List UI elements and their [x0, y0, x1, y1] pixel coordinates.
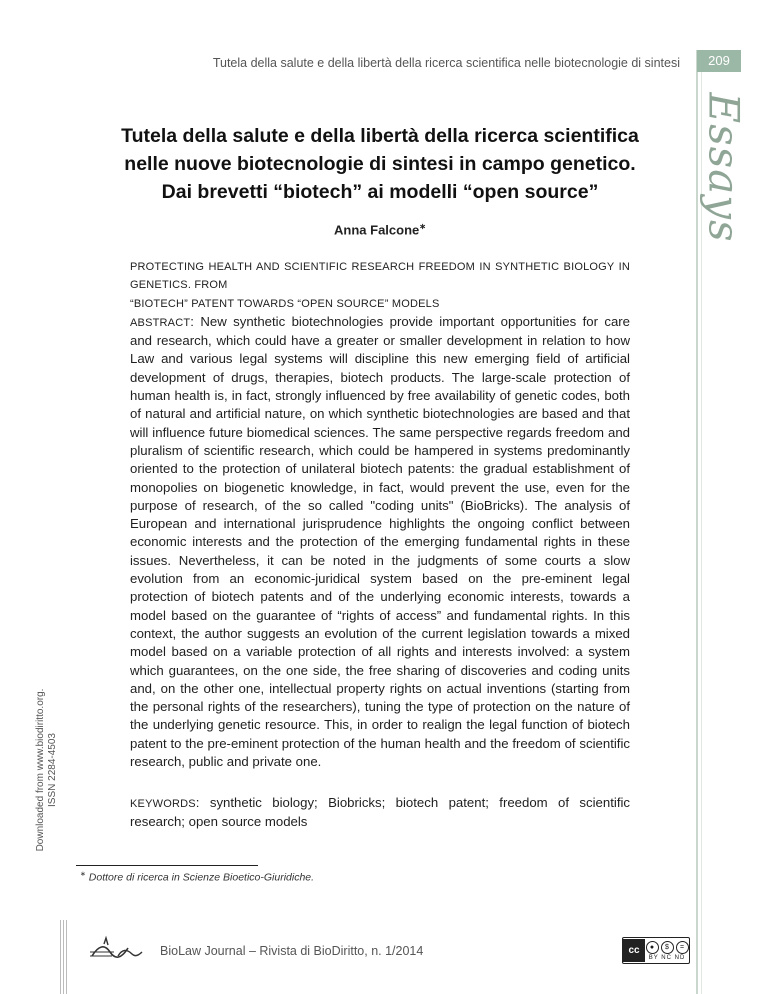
biolaw-logo-icon — [88, 934, 144, 966]
footnote-mark: ∗ — [80, 871, 86, 878]
title-line: Tutela della salute e della libertà della ricerca scientifica — [121, 125, 639, 147]
keywords: KEYWORDS: synthetic biology; Biobricks; biotech patent; freedom of scientific research; open source models — [130, 795, 631, 830]
english-title-line: PROTECTING HEALTH AND SCIENTIFIC RESEARCH FREEDOM IN SYNTHETIC BIOLOGY IN GENETICS. FROM — [130, 261, 630, 292]
page-number: 209 — [697, 50, 741, 72]
issn-line: ISSN 2284-4503 — [47, 733, 58, 807]
download-url-line: Downloaded from www.biodiritto.org. — [35, 688, 46, 852]
footnote-rule — [76, 865, 258, 866]
running-head: Tutela della salute e della libertà della ricerca scientifica nelle biotecnologie di sintesi — [212, 56, 680, 70]
footnote — [80, 870, 314, 884]
attribution-icon: ● — [646, 941, 659, 954]
section-tag — [700, 92, 748, 242]
english-title-line: “BIOTECH” PATENT TOWARDS “OPEN SOURCE” MODELS — [130, 297, 440, 310]
article-title — [110, 122, 650, 206]
abstract: ABSTRACT: New synthetic biotechnologies provide important opportunities for care and research, which could have a greater or smaller development in relation to how Law and various legal systems will discipline this new emerging field of artificial development of drugs, therapies, biotech products. The large-scale protection of human health is, in fact, strongly influenced by free availability of genetic codes, both of natural and artificial nature, on which synthetic biotechnologies are based and that will influence future biomedical sciences. The same perspective regards freedom and pluralism of scientific research, which could be hampered in systems predominantly oriented to the protection of unilateral biotech patents: the gradual establishment of monopolies on biogenetic knowledge, in fact, would prevent the use, even for the purpose of research, of the so called "coding units" (BioBricks). The analysis of European and international jurisprudence highlights the ongoing conflict between economic interests and the protection of the emerging fundamental rights in these issues. Nevertheless, it can be noted in the judgments of some courts a slow evolution from an economic-juridical system based on the pre-eminent legal protection of biotech patents and of the underlying economic interests, towards a model based on the guarantee of “rights of access” and fundamental rights. In this context, the author suggests an evolution of the current legislation towards a mixed model based on a variable protection of all rights and interests involved: a system which guarantees, on the one side, the free sharing of discoveries and coding units and, on the other one, intellectual property rights on actual inventions (starting from the personal rights of the researchers), tuning the type of protection on the nature of the underlying genetic resource. This, in order to realign the legal function of biotech patent to the pre-eminent protection of the human health and the freedom of scientific research, public and private one. — [130, 313, 631, 770]
abstract-text: New synthetic biotechnologies provide important opportunities for care and research, which could have a greater or smaller development in relation to how Law and various legal systems will discipline this new emerging field of artificial development of drugs, therapies, biotech products. The large-scale protection of human health is, in fact, strongly influenced by free availability of genetic codes, both of natural and artificial nature, on which synthetic biotechnologies are based and that will influence future biomedical sciences. The same perspective regards freedom and pluralism of scientific research, which could be hampered in systems predominantly oriented to the protection of unilateral biotech patents: the gradual establishment of monopolies on biogenetic knowledge, in fact, would prevent the use, even for the purpose of research, of the so called "coding units" (BioBricks). The analysis of European and international jurisprudence highlights the ongoing conflict between economic interests and the protection of the emerging fundamental rights in these issues. Nevertheless, it can be noted in the judgments of some courts a slow evolution from an economic-juridical system based on the pre-eminent legal protection of biotech patents and of the underlying economic interests, towards a model based on the guarantee of “rights of access” and fundamental rights. In this context, the author suggests an evolution of the current legislation towards a mixed model based on a variable protection of all rights and interests involved: a system which guarantees, on the one side, the free sharing of discoveries and coding units and, on the other one, intellectual property rights on actual inventions (starting from the personal rights of the researchers), tuning the type of protection on the nature of the underlying genetic resource. This, in order to realign the legal function of biotech patent to the pre-eminent protection of the human health and the freedom of scientific research, public and private one. — [130, 313, 631, 770]
keywords-text: synthetic biology; Biobricks; biotech patent; freedom of scientific research; open source models — [130, 795, 631, 830]
title-line: Dai brevetti “biotech” ai modelli “open source” — [161, 181, 599, 203]
license-codes: BY NC ND — [648, 954, 686, 961]
author-name: Anna Falcone — [334, 222, 420, 238]
cc-icon: cc — [623, 939, 645, 962]
author-footnote-mark: ∗ — [419, 222, 426, 231]
side-rule — [696, 50, 698, 994]
abstract-label: ABSTRACT — [130, 316, 191, 329]
download-note — [34, 640, 60, 900]
footnote-text: Dottore di ricerca in Scienze Bioetico-Giuridiche. — [88, 871, 315, 884]
keywords-label: KEYWORDS — [130, 798, 196, 810]
english-title — [130, 258, 630, 313]
footer-bars — [60, 920, 70, 994]
author-line — [110, 222, 650, 237]
noncommercial-icon: $ — [661, 941, 674, 954]
journal-name: BioLaw Journal – Rivista di BioDiritto, n. 1/2014 — [160, 944, 424, 958]
section-tag-label: Essays — [699, 91, 749, 243]
title-line: nelle nuove biotecnologie di sintesi in campo genetico. — [124, 153, 636, 175]
abstract-block — [130, 258, 630, 771]
noderivs-icon: = — [676, 941, 689, 954]
cc-license-badge[interactable] — [622, 937, 690, 964]
